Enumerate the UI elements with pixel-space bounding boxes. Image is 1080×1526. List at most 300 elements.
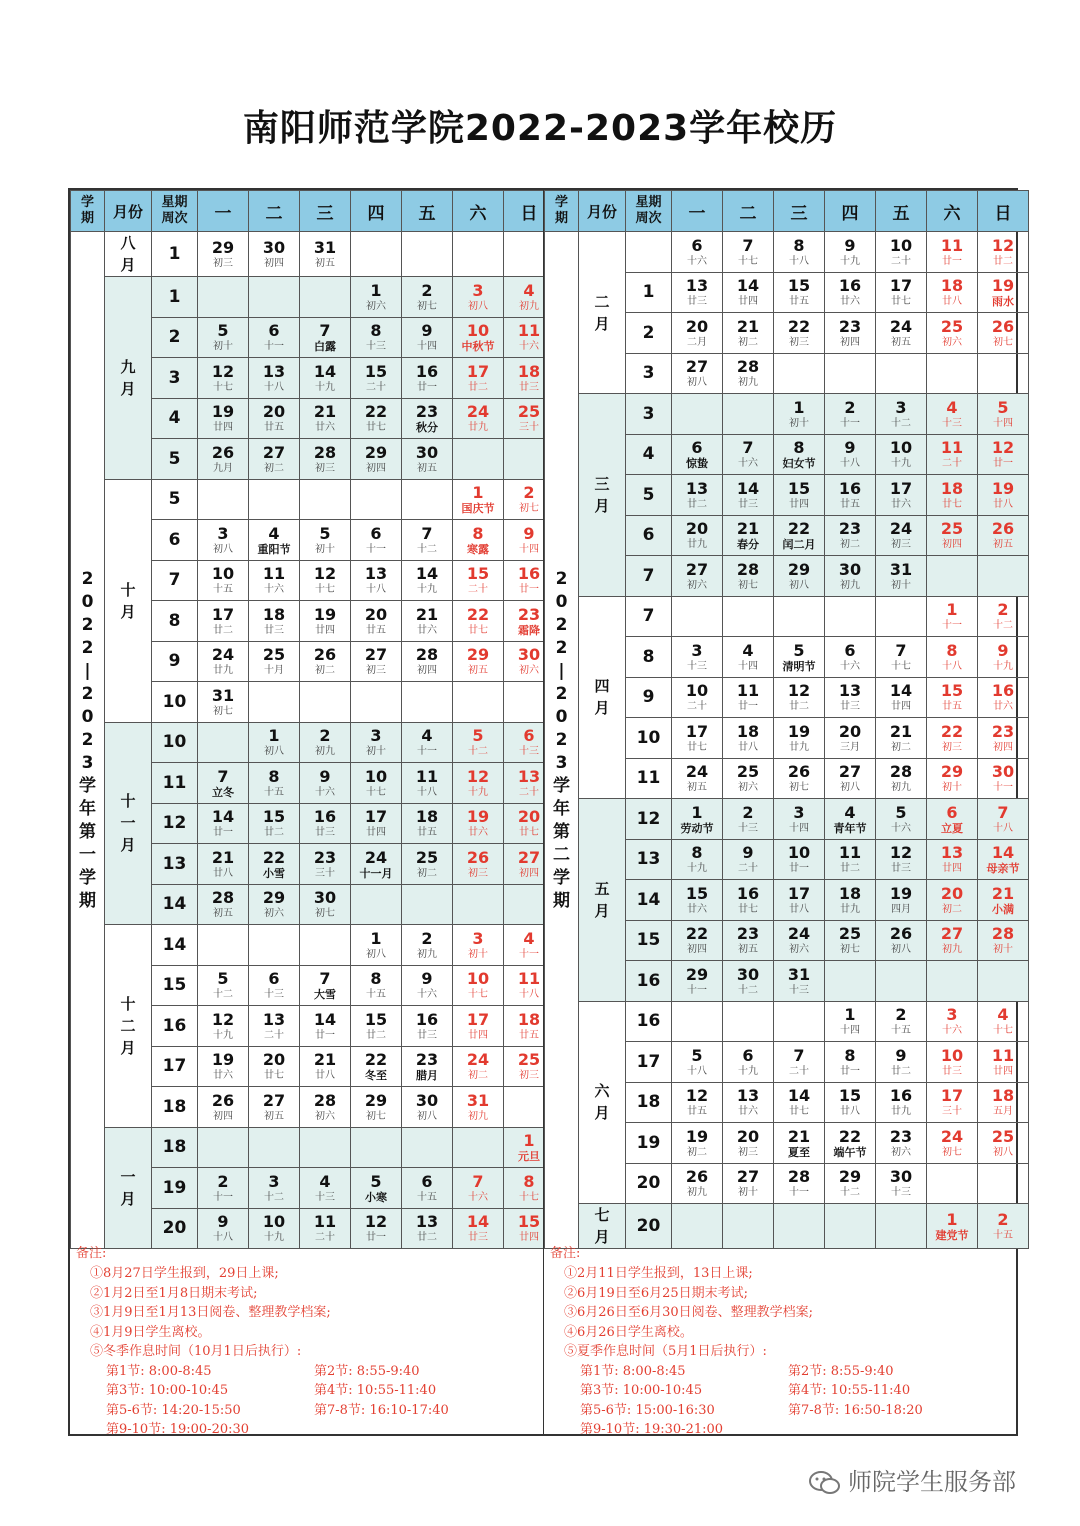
lunar-date: 十七 (468, 989, 488, 1001)
day-cell (774, 677, 825, 718)
lunar-date: 廿三 (687, 296, 707, 308)
lunar-date: 初六 (519, 665, 539, 677)
header-2: 月份 (105, 191, 152, 232)
day-cell (825, 394, 876, 435)
lunar-date: 二十 (687, 701, 707, 713)
day-number: 11 (991, 1045, 1015, 1065)
day-number: 6 (268, 969, 280, 989)
lunar-date: 十七 (315, 584, 335, 596)
day-cell (300, 844, 351, 885)
day-cell (198, 398, 249, 439)
day-number: 15 (364, 361, 388, 381)
day-cell (249, 682, 300, 723)
lunar-date: 十八 (993, 822, 1013, 834)
week-row (71, 232, 555, 277)
day-cell (723, 272, 774, 313)
note-line: ⑤冬季作息时间（10月1日后执行）: (90, 1344, 302, 1359)
day-cell (876, 718, 927, 759)
lunar-date: 初四 (687, 944, 707, 956)
day-cell (774, 758, 825, 799)
day-number: 9 (742, 843, 754, 863)
lunar-date: 初七 (213, 705, 233, 717)
calendar-frame (68, 188, 1018, 1436)
day-number: 16 (736, 883, 760, 903)
month-char: 月 (120, 379, 136, 398)
day-number: 16 (415, 361, 439, 381)
day-number: 30 (415, 442, 439, 462)
lunar-date: 十六 (315, 786, 335, 798)
day-number: 14 (313, 361, 337, 381)
day-cell (723, 880, 774, 921)
day-number: 14 (313, 1009, 337, 1029)
day-cell (351, 1168, 402, 1209)
lunar-date: 十九 (687, 863, 707, 875)
lunar-date: 十四 (789, 822, 809, 834)
day-number: 9 (844, 235, 856, 255)
day-number: 17 (685, 721, 709, 741)
day-number: 25 (517, 1050, 541, 1070)
day-cell (774, 799, 825, 840)
day-cell (300, 439, 351, 480)
lunar-date: 廿九 (891, 1106, 911, 1118)
day-number: 8 (793, 235, 805, 255)
day-cell (774, 1042, 825, 1083)
lunar-date: 十六 (942, 1025, 962, 1037)
day-cell (978, 272, 1029, 313)
day-number: 19 (685, 1126, 709, 1146)
day-cell (351, 601, 402, 642)
day-number: 3 (946, 1005, 958, 1025)
day-number: 16 (838, 478, 862, 498)
day-number: 15 (466, 564, 490, 584)
day-number: 27 (940, 924, 964, 944)
wechat-icon (808, 1470, 842, 1496)
day-cell (927, 515, 978, 556)
day-number: 28 (415, 645, 439, 665)
day-number: 18 (517, 361, 541, 381)
day-cell (774, 1163, 825, 1204)
day-cell (198, 682, 249, 723)
lunar-date: 十一 (942, 620, 962, 632)
day-cell (825, 353, 876, 394)
week-row (545, 799, 1029, 840)
lunar-date: 四月 (891, 903, 911, 915)
day-number: 20 (517, 807, 541, 827)
schedule-left: 第1节: 8:00-8:45 (580, 1363, 686, 1379)
day-cell (453, 682, 504, 723)
day-cell (825, 961, 876, 1002)
day-number: 2 (523, 483, 535, 503)
day-number: 27 (364, 645, 388, 665)
day-number: 11 (415, 766, 439, 786)
day-cell (825, 1001, 876, 1042)
lunar-date: 十月 (264, 665, 284, 677)
lunar-date: 初四 (213, 1110, 233, 1122)
lunar-date: 初十 (366, 746, 386, 758)
day-cell (351, 1046, 402, 1087)
lunar-date: 初五 (264, 1110, 284, 1122)
lunar-date: 初三 (213, 258, 233, 269)
day-cell (198, 844, 249, 885)
day-cell (672, 434, 723, 475)
day-cell (402, 641, 453, 682)
day-cell (249, 439, 300, 480)
lunar-date: 廿七 (366, 422, 386, 434)
lunar-date: 初三 (519, 1070, 539, 1082)
lunar-date: 三十 (942, 1106, 962, 1118)
day-number: 12 (991, 438, 1015, 458)
day-cell (723, 1082, 774, 1123)
lunar-date: 初七 (840, 944, 860, 956)
lunar-date: 廿五 (366, 624, 386, 636)
day-cell (978, 475, 1029, 516)
day-number: 6 (421, 1171, 433, 1191)
day-cell (774, 434, 825, 475)
day-number: 21 (787, 1126, 811, 1146)
day-number: 9 (895, 1045, 907, 1065)
day-cell (198, 317, 249, 358)
day-cell (978, 758, 1029, 799)
day-number: 16 (517, 564, 541, 584)
lunar-date: 二十 (264, 1029, 284, 1041)
month-label (579, 1001, 626, 1204)
lunar-date: 初六 (891, 1146, 911, 1158)
day-number: 31 (787, 964, 811, 984)
day-number: 29 (262, 888, 286, 908)
day-cell (774, 920, 825, 961)
day-cell (249, 641, 300, 682)
note-line: ②6月19日至6月25日期末考试; (564, 1285, 749, 1301)
day-number: 2 (421, 280, 433, 300)
week-number: 4 (626, 434, 672, 475)
day-cell (825, 1082, 876, 1123)
note-line: ②1月2日至1月8日期末考试; (90, 1285, 258, 1301)
day-cell (402, 1087, 453, 1128)
day-cell (825, 799, 876, 840)
lunar-date: 十一 (993, 782, 1013, 794)
lunar-date: 初四 (840, 336, 860, 348)
lunar-date: 初十 (993, 944, 1013, 956)
day-cell (453, 277, 504, 318)
day-number: 30 (736, 964, 760, 984)
lunar-date: 三月 (840, 741, 860, 753)
month-char: 月 (594, 1228, 610, 1246)
festival-label: 闰二月 (782, 538, 816, 552)
day-cell (351, 232, 402, 277)
festival-label: 青年节 (833, 821, 867, 835)
day-cell (927, 718, 978, 759)
day-cell (351, 1006, 402, 1047)
day-number: 25 (940, 519, 964, 539)
lunar-date: 廿七 (891, 296, 911, 308)
day-cell (249, 520, 300, 561)
day-number: 16 (415, 1009, 439, 1029)
week-number: 17 (152, 1046, 198, 1087)
day-number: 17 (787, 883, 811, 903)
day-cell (825, 920, 876, 961)
day-cell (351, 358, 402, 399)
day-number: 10 (685, 681, 709, 701)
day-cell (300, 398, 351, 439)
lunar-date: 廿二 (993, 255, 1013, 267)
day-cell (198, 560, 249, 601)
lunar-date: 十二 (738, 984, 758, 996)
day-cell (249, 1087, 300, 1128)
day-cell (825, 596, 876, 637)
day-cell (876, 556, 927, 597)
term-char: 2 (555, 729, 568, 750)
month-char: 月 (594, 699, 610, 718)
month-char: 三 (594, 474, 610, 493)
day-cell (198, 232, 249, 277)
lunar-date: 廿三 (738, 498, 758, 510)
week-number: 18 (626, 1082, 672, 1123)
day-number: 13 (838, 681, 862, 701)
festival-label: 母亲节 (986, 862, 1020, 876)
day-number: 24 (211, 645, 235, 665)
day-cell (774, 961, 825, 1002)
lunar-date: 十六 (468, 1191, 488, 1203)
day-number: 6 (523, 726, 535, 746)
day-cell (723, 475, 774, 516)
day-number: 1 (268, 726, 280, 746)
lunar-date: 初八 (468, 300, 488, 312)
day-number: 7 (319, 321, 331, 341)
week-number: 18 (152, 1087, 198, 1128)
lunar-date: 廿一 (366, 1232, 386, 1244)
lunar-date: 初四 (264, 258, 284, 269)
day-cell (453, 1168, 504, 1209)
day-cell (825, 1042, 876, 1083)
week-number: 7 (626, 596, 672, 637)
day-number: 5 (793, 640, 805, 660)
day-number: 16 (991, 681, 1015, 701)
day-number: 27 (517, 847, 541, 867)
day-cell (978, 961, 1029, 1002)
day-cell (927, 475, 978, 516)
day-number: 6 (691, 235, 703, 255)
day-cell (351, 560, 402, 601)
day-number: 21 (313, 1050, 337, 1070)
day-number: 30 (889, 1167, 913, 1187)
term-char: 学 (79, 775, 96, 796)
day-cell (723, 637, 774, 678)
day-cell (402, 232, 453, 277)
day-number: 30 (415, 1090, 439, 1110)
week-number: 6 (152, 520, 198, 561)
day-cell (876, 961, 927, 1002)
day-number: 12 (211, 1009, 235, 1029)
week-number: 17 (626, 1042, 672, 1083)
lunar-date: 廿一 (417, 381, 437, 393)
festival-label: 夏至 (788, 1145, 810, 1159)
day-number: 6 (946, 802, 958, 822)
day-cell (723, 515, 774, 556)
term-char: 第 (79, 821, 96, 842)
lunar-date: 初十 (213, 341, 233, 353)
day-cell (300, 763, 351, 804)
day-number: 9 (844, 438, 856, 458)
day-cell (825, 515, 876, 556)
schedule-left: 第5-6节: 14:20-15:50 (106, 1402, 241, 1418)
day-number: 24 (685, 762, 709, 782)
day-cell (723, 394, 774, 435)
day-cell (774, 515, 825, 556)
day-cell (774, 394, 825, 435)
lunar-date: 初五 (417, 462, 437, 474)
note-line: ④6月26日学生离校。 (564, 1324, 693, 1340)
lunar-date: 十四 (738, 660, 758, 672)
lunar-date: 初八 (213, 543, 233, 555)
notes-heading: 备注: (76, 1246, 107, 1261)
day-cell (927, 677, 978, 718)
day-number: 11 (838, 843, 862, 863)
festival-label: 秋分 (416, 421, 438, 435)
day-cell (876, 1042, 927, 1083)
header-1 (545, 191, 579, 232)
lunar-date: 廿五 (942, 701, 962, 713)
day-number: 26 (991, 316, 1015, 336)
day-number: 26 (211, 1090, 235, 1110)
day-cell (825, 475, 876, 516)
term-char: 第 (553, 821, 570, 842)
lunar-date: 廿三 (315, 827, 335, 839)
schedule-right: 第7-8节: 16:50-18:20 (788, 1402, 923, 1418)
day-cell (672, 637, 723, 678)
lunar-date: 廿八 (942, 296, 962, 308)
festival-label: 小雪 (263, 866, 285, 880)
day-cell (351, 925, 402, 966)
term-char: 3 (81, 752, 94, 773)
term-char: 2 (81, 683, 94, 704)
month-label (579, 799, 626, 1002)
week-number: 18 (152, 1127, 198, 1168)
week-number: 15 (626, 920, 672, 961)
day-number: 21 (736, 519, 760, 539)
festival-label: 大雪 (314, 988, 336, 1002)
lunar-date: 廿八 (213, 867, 233, 879)
day-number: 5 (997, 397, 1009, 417)
term-char: 学 (79, 867, 96, 888)
lunar-date: 廿一 (789, 863, 809, 875)
day-cell (402, 803, 453, 844)
day-number: 26 (991, 519, 1015, 539)
day-cell (825, 839, 876, 880)
day-cell (300, 560, 351, 601)
day-cell (774, 232, 825, 273)
day-number: 2 (844, 397, 856, 417)
lunar-date: 廿四 (315, 624, 335, 636)
day-cell (198, 601, 249, 642)
lunar-date: 廿五 (519, 1029, 539, 1041)
day-cell (249, 763, 300, 804)
day-cell (927, 1123, 978, 1164)
lunar-date: 廿二 (468, 381, 488, 393)
lunar-date: 廿三 (519, 381, 539, 393)
day-number: 17 (940, 1086, 964, 1106)
day-number: 16 (313, 807, 337, 827)
week-number: 2 (626, 313, 672, 354)
day-cell (453, 439, 504, 480)
semester-2-table (544, 190, 1029, 1249)
day-cell (249, 232, 300, 277)
day-number: 3 (895, 397, 907, 417)
header-weekday-a: 星期 (161, 195, 188, 210)
lunar-date: 初七 (315, 908, 335, 920)
lunar-date: 廿五 (789, 296, 809, 308)
lunar-date: 初九 (417, 948, 437, 960)
day-cell (723, 353, 774, 394)
lunar-date: 十五 (366, 989, 386, 1001)
day-number: 28 (991, 924, 1015, 944)
day-number: 2 (742, 802, 754, 822)
day-cell (300, 803, 351, 844)
day-cell (198, 925, 249, 966)
day-cell (300, 601, 351, 642)
schedule-left: 第9-10节: 19:30-21:00 (580, 1422, 724, 1437)
lunar-date: 廿九 (213, 665, 233, 677)
week-number: 6 (626, 515, 672, 556)
week-row (545, 596, 1029, 637)
lunar-date: 廿四 (468, 1029, 488, 1041)
festival-label: 立夏 (941, 821, 963, 835)
day-number: 25 (262, 645, 286, 665)
week-number: 20 (626, 1204, 672, 1249)
term-char: 一 (79, 844, 96, 865)
lunar-date: 廿九 (687, 539, 707, 551)
lunar-date: 十二 (468, 746, 488, 758)
week-number: 14 (152, 884, 198, 925)
day-cell (300, 1168, 351, 1209)
header-5: 二 (249, 191, 300, 232)
lunar-date: 十八 (942, 660, 962, 672)
day-number: 21 (211, 847, 235, 867)
lunar-date: 廿二 (417, 1232, 437, 1244)
week-number: 10 (152, 682, 198, 723)
day-cell (927, 556, 978, 597)
day-cell (249, 1006, 300, 1047)
day-cell (927, 839, 978, 880)
day-number: 19 (889, 883, 913, 903)
lunar-date: 廿七 (519, 827, 539, 839)
week-number: 12 (626, 799, 672, 840)
day-number: 6 (844, 640, 856, 660)
lunar-date: 初十 (738, 1187, 758, 1199)
lunar-date: 二十 (891, 255, 911, 267)
lunar-date: 初五 (315, 258, 335, 269)
day-number: 13 (364, 564, 388, 584)
lunar-date: 廿三 (840, 701, 860, 713)
week-number: 8 (152, 601, 198, 642)
header-6: 三 (774, 191, 825, 232)
day-number: 17 (889, 276, 913, 296)
day-number: 11 (313, 1212, 337, 1232)
day-cell (351, 763, 402, 804)
day-number: 23 (415, 1050, 439, 1070)
day-number: 19 (211, 1050, 235, 1070)
day-cell (249, 479, 300, 520)
day-number: 22 (364, 1050, 388, 1070)
header-weekday-b: 周次 (635, 211, 662, 226)
lunar-date: 初四 (366, 462, 386, 474)
lunar-date: 廿一 (840, 1065, 860, 1077)
semester-1-notes (70, 1240, 540, 1437)
term-char: 二 (553, 844, 570, 865)
day-number: 13 (940, 843, 964, 863)
day-cell (774, 353, 825, 394)
month-char: 四 (594, 677, 610, 696)
lunar-date: 初三 (738, 1146, 758, 1158)
